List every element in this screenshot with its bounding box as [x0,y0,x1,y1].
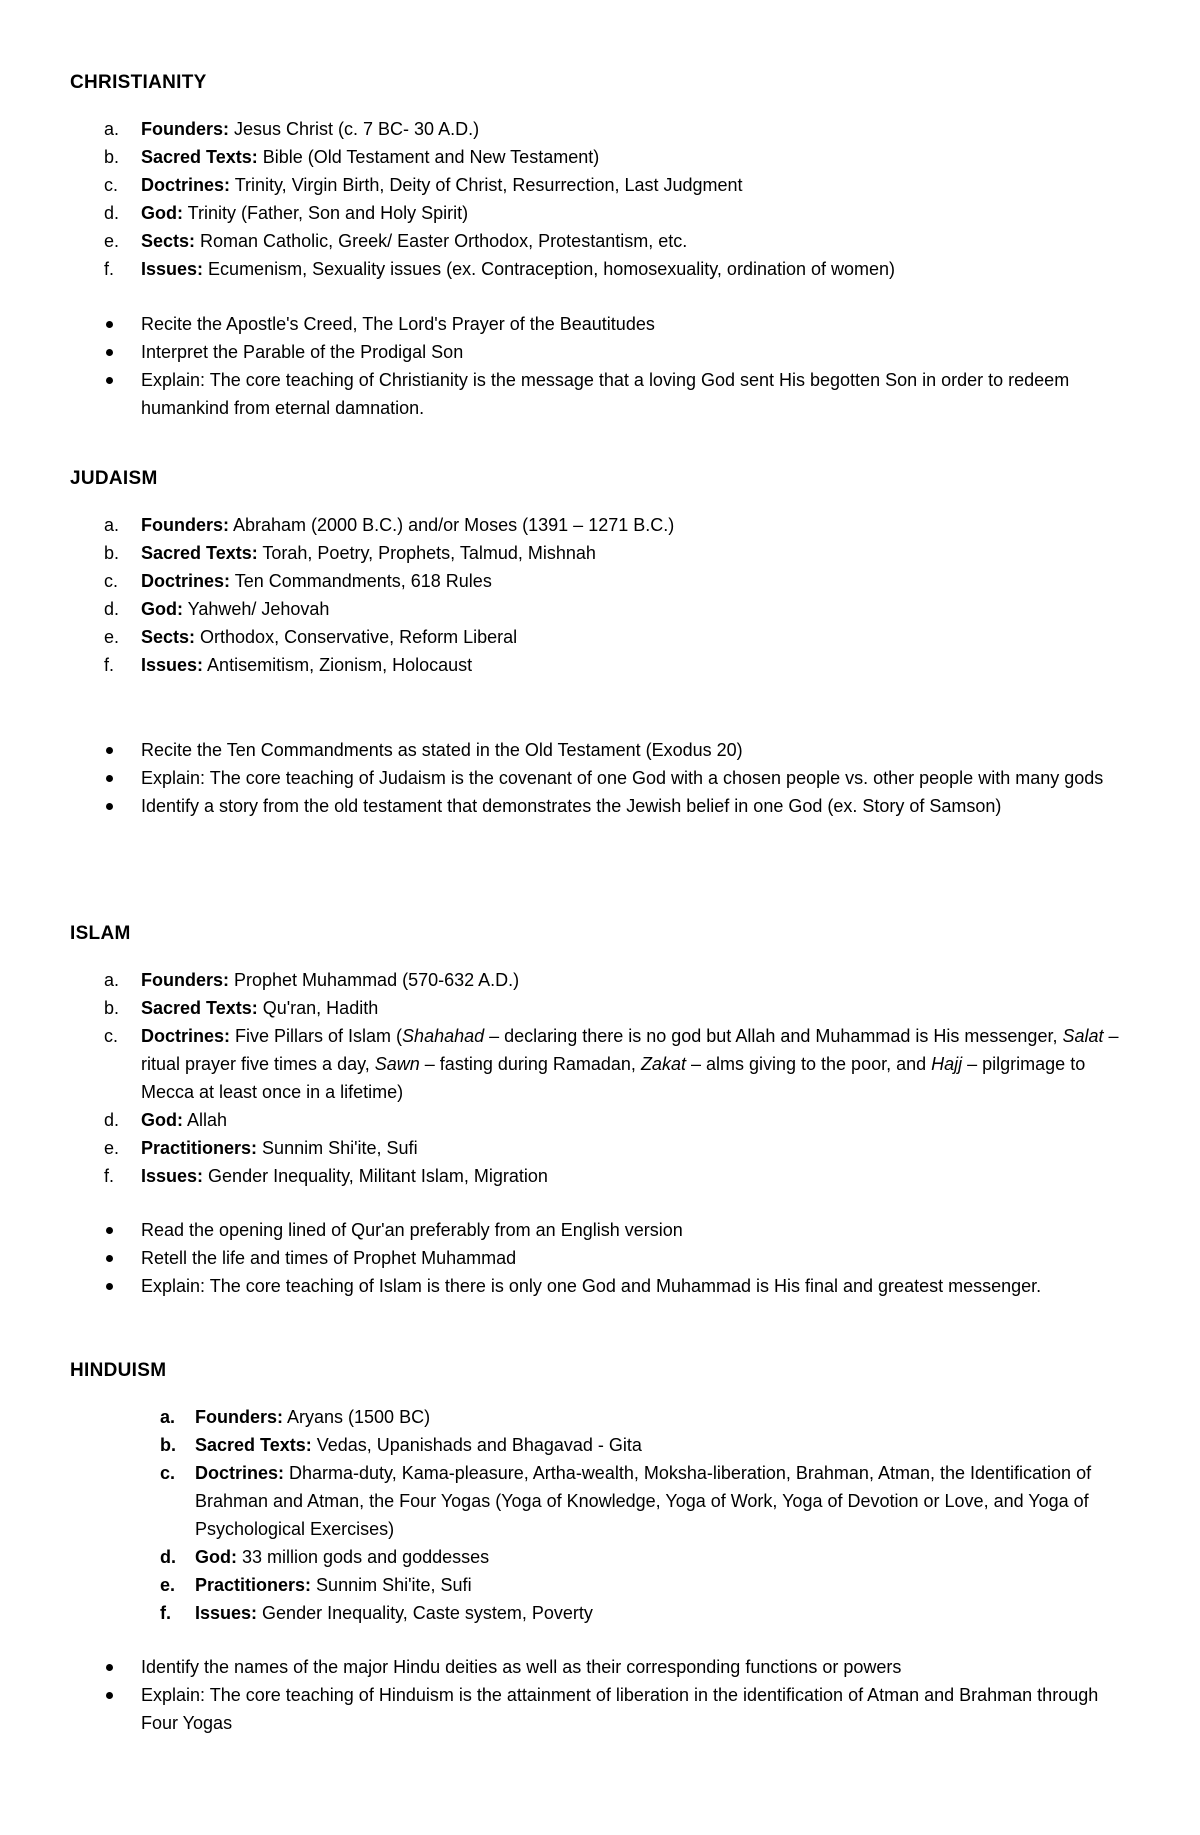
bullet-dot-icon [106,377,113,384]
list-marker: d. [160,1547,176,1567]
list-marker: e. [104,1138,120,1158]
list-item [0,623,1131,651]
list-marker: f. [104,1166,115,1186]
item-text: Vedas, Upanishads and Bhagavad - Gita [311,1435,642,1455]
item-term-italic: Sawn [374,1054,420,1074]
bullet-text: Identify the names of the major Hindu deities as well as their corresponding functions or powers [141,1657,902,1677]
list-item [0,199,1131,227]
bullet-item [0,310,1131,338]
item-text: Sunnim Shi'ite, Sufi [311,1575,472,1595]
attribute-list [0,511,1200,679]
bullet-dot-icon [106,747,113,754]
list-marker: b. [104,998,120,1018]
list-item [0,1403,1095,1431]
bullet-text: Identify a story from the old testament that demonstrates the Jewish belief in one God (ex. Story of Samson) [141,796,1002,816]
list-item [0,1431,1095,1459]
item-label: Doctrines: [141,1026,231,1046]
list-item [0,1571,1095,1599]
bullet-item [0,1272,1131,1300]
list-item [0,115,1131,143]
list-marker: e. [160,1575,176,1595]
bullet-list [0,310,1200,422]
item-term-italic: Salat [1062,1026,1104,1046]
list-item [0,1459,1095,1543]
item-text: Antisemitism, Zionism, Holocaust [203,655,473,675]
item-text: Torah, Poetry, Prophets, Talmud, Mishnah [257,543,596,563]
bullet-list [0,1653,1200,1737]
list-item [0,994,1131,1022]
list-marker: a. [104,515,120,535]
list-marker: f. [160,1603,171,1623]
bullet-dot-icon [106,1664,113,1671]
item-label: Doctrines: [141,175,231,195]
list-item [0,255,1131,283]
bullet-item [0,338,1131,366]
list-item [0,511,1131,539]
bullet-text: Recite the Apostle's Creed, The Lord's Prayer of the Beautitudes [141,314,655,334]
item-label: Founders: [141,970,229,990]
item-text: Five Pillars of Islam ( [230,1026,403,1046]
item-text: Gender Inequality, Militant Islam, Migration [203,1166,548,1186]
bullet-list [0,736,1200,820]
attribute-list [0,966,1200,1190]
item-text: Yahweh/ Jehovah [183,599,330,619]
bullet-text: Explain: The core teaching of Islam is there is only one God and Muhammad is His final and greatest messenger. [141,1276,1042,1296]
bullet-text: Recite the Ten Commandments as stated in the Old Testament (Exodus 20) [141,740,743,760]
list-marker: a. [104,970,120,990]
bullet-item [0,1244,1131,1272]
list-item [0,966,1131,994]
section-heading: ISLAM [70,923,131,944]
item-text: Sunnim Shi'ite, Sufi [257,1138,418,1158]
section-heading: HINDUISM [70,1360,167,1381]
bullet-dot-icon [106,803,113,810]
item-text: Trinity (Father, Son and Holy Spirit) [183,203,469,223]
item-text: Bible (Old Testament and New Testament) [257,147,600,167]
item-text: Prophet Muhammad (570-632 A.D.) [229,970,520,990]
item-label: Issues: [141,259,204,279]
item-text: – declaring there is no god but Allah and Muhammad is His messenger, [484,1026,1063,1046]
item-label: Sacred Texts: [141,543,258,563]
list-marker: a. [160,1407,176,1427]
item-text: Trinity, Virgin Birth, Deity of Christ, Resurrection, Last Judgment [230,175,743,195]
bullet-item [0,764,1131,792]
attribute-list [0,115,1200,283]
item-text: Abraham (2000 B.C.) and/or Moses (1391 – 1271 B.C.) [229,515,675,535]
item-term-italic: Shahahad [402,1026,485,1046]
item-text: Qu'ran, Hadith [257,998,379,1018]
bullet-list [0,1216,1200,1300]
section-heading: JUDAISM [70,468,158,489]
bullet-item [0,736,1131,764]
list-marker: f. [104,259,115,279]
list-marker: c. [104,175,119,195]
list-item [0,595,1131,623]
item-label: Practitioners: [141,1138,258,1158]
item-text: Allah [183,1110,228,1130]
item-label: Founders: [141,515,229,535]
item-label: Sacred Texts: [141,147,258,167]
item-label: Doctrines: [141,571,231,591]
item-text: Ten Commandments, 618 Rules [230,571,492,591]
list-marker: c. [104,571,119,591]
bullet-item [0,1216,1131,1244]
bullet-dot-icon [106,775,113,782]
list-item [0,1134,1131,1162]
item-label: Founders: [195,1407,283,1427]
list-item [0,539,1131,567]
bullet-item [0,1653,1131,1681]
item-text: Gender Inequality, Caste system, Poverty [257,1603,593,1623]
bullet-item [0,1681,1131,1737]
bullet-dot-icon [106,349,113,356]
list-item [0,1022,1131,1106]
list-marker: d. [104,599,120,619]
bullet-text: Explain: The core teaching of Hinduism is the attainment of liberation in the identification of Atman and Brahman through Four Yogas [141,1685,1099,1733]
bullet-item [0,366,1131,422]
section-heading: CHRISTIANITY [70,72,207,93]
list-item [0,1543,1095,1571]
bullet-text: Interpret the Parable of the Prodigal Son [141,342,464,362]
item-text: Dharma-duty, Kama-pleasure, Artha-wealth, Moksha-liberation, Brahman, Atman, the Identification of Brahman and Atman, the Four Yogas (Yoga of Knowledge, Yoga of Work, Yoga of Devotion or Love, and Yoga of Psychological Exercises) [195,1463,1092,1539]
item-text: – ritual prayer five times a day, [141,1026,1119,1074]
bullet-dot-icon [106,1283,113,1290]
item-term-italic: Zakat [640,1054,686,1074]
item-label: Doctrines: [195,1463,285,1483]
item-label: Sects: [141,231,196,251]
list-item [0,651,1131,679]
list-item [0,1106,1131,1134]
item-text: Aryans (1500 BC) [283,1407,431,1427]
bullet-dot-icon [106,1692,113,1699]
list-item [0,1599,1095,1627]
item-term-italic: Hajj [931,1054,963,1074]
list-item [0,567,1131,595]
item-label: Founders: [141,119,229,139]
item-label: Issues: [141,1166,204,1186]
item-label: Practitioners: [195,1575,312,1595]
item-text: Ecumenism, Sexuality issues (ex. Contraception, homosexuality, ordination of women) [203,259,896,279]
list-item [0,171,1131,199]
item-label: Sects: [141,627,196,647]
list-marker: a. [104,119,120,139]
item-text: Orthodox, Conservative, Reform Liberal [195,627,518,647]
list-item [0,1162,1131,1190]
item-label: Issues: [141,655,204,675]
item-label: God: [141,1110,183,1130]
list-marker: e. [104,627,120,647]
item-text: – fasting during Ramadan, [419,1054,641,1074]
list-marker: d. [104,1110,120,1130]
item-text: – alms giving to the poor, and [685,1054,932,1074]
list-marker: c. [160,1463,176,1483]
list-marker: b. [160,1435,176,1455]
bullet-item [0,792,1131,820]
attribute-list [0,1403,1200,1627]
item-label: Issues: [195,1603,258,1623]
item-label: God: [141,599,183,619]
item-text: – pilgrimage to Mecca at least once in a lifetime) [141,1054,1086,1102]
list-marker: c. [104,1026,119,1046]
bullet-text: Read the opening lined of Qur'an preferably from an English version [141,1220,683,1240]
item-label: God: [195,1547,237,1567]
bullet-text: Explain: The core teaching of Judaism is the covenant of one God with a chosen people vs. other people with many gods [141,768,1104,788]
item-label: God: [141,203,183,223]
bullet-text: Retell the life and times of Prophet Muhammad [141,1248,517,1268]
list-marker: f. [104,655,115,675]
item-text: Roman Catholic, Greek/ Easter Orthodox, Protestantism, etc. [195,231,688,251]
bullet-dot-icon [106,1227,113,1234]
bullet-text: Explain: The core teaching of Christianity is the message that a loving God sent His begotten Son in order to redeem humankind from eternal damnation. [141,370,1070,418]
list-marker: b. [104,543,120,563]
item-text: 33 million gods and goddesses [237,1547,490,1567]
list-item [0,227,1131,255]
item-text: Jesus Christ (c. 7 BC- 30 A.D.) [229,119,480,139]
item-label: Sacred Texts: [195,1435,312,1455]
list-marker: b. [104,147,120,167]
bullet-dot-icon [106,321,113,328]
list-item [0,143,1131,171]
bullet-dot-icon [106,1255,113,1262]
list-marker: e. [104,231,120,251]
item-label: Sacred Texts: [141,998,258,1018]
list-marker: d. [104,203,120,223]
